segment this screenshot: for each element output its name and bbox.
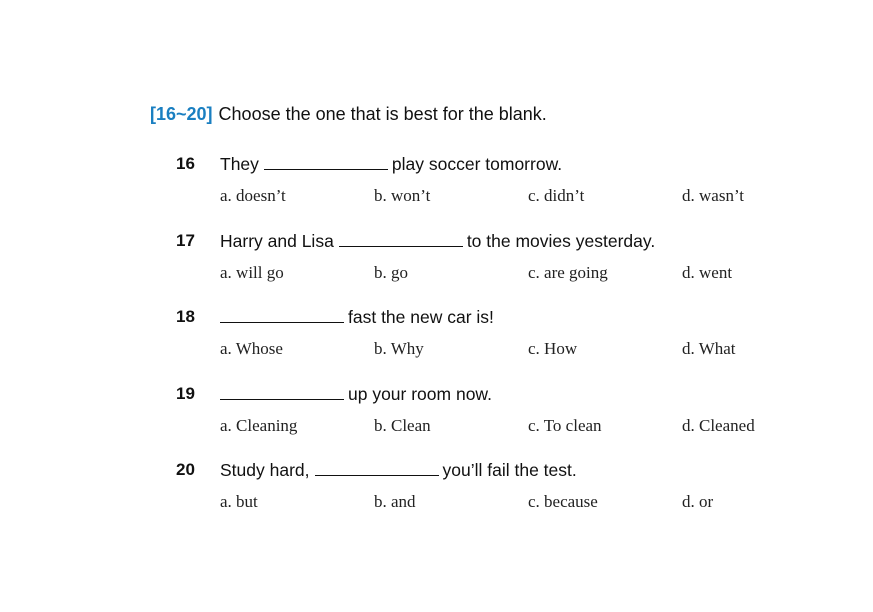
answer-blank xyxy=(220,308,344,323)
option-b: b. Clean xyxy=(374,416,431,435)
sentence-after: you’ll fail the test. xyxy=(442,460,577,480)
answer-blank xyxy=(315,461,439,476)
question-17 xyxy=(0,231,873,301)
question-sentence xyxy=(220,460,577,481)
sentence-before: Study hard, xyxy=(220,460,310,480)
question-number: 16 xyxy=(176,154,195,173)
sentence-before: Harry and Lisa xyxy=(220,231,334,251)
question-sentence xyxy=(220,307,494,328)
sentence-before: They xyxy=(220,154,259,174)
option-b: b. won’t xyxy=(374,186,431,205)
answer-blank xyxy=(339,232,463,247)
question-number: 19 xyxy=(176,384,195,403)
option-d: d. went xyxy=(682,263,733,282)
option-b: b. and xyxy=(374,492,416,511)
question-20 xyxy=(0,460,873,530)
question-sentence xyxy=(220,154,562,175)
question-number: 20 xyxy=(176,460,195,479)
option-a: a. will go xyxy=(220,263,284,282)
option-d: d. Cleaned xyxy=(682,416,755,435)
question-19 xyxy=(0,384,873,454)
answer-blank xyxy=(220,385,344,400)
option-c: c. are going xyxy=(528,263,608,282)
option-c: c. didn’t xyxy=(528,186,585,205)
answer-blank xyxy=(264,155,388,170)
option-c: c. How xyxy=(528,339,578,358)
question-sentence xyxy=(220,384,492,405)
question-sentence xyxy=(220,231,655,252)
option-d: d. wasn’t xyxy=(682,186,745,205)
sentence-after: fast the new car is! xyxy=(348,307,494,327)
option-a: a. doesn’t xyxy=(220,186,286,205)
sentence-after: play soccer tomorrow. xyxy=(391,154,563,174)
option-b: b. go xyxy=(374,263,408,282)
option-d: d. What xyxy=(682,339,736,358)
option-a: a. Whose xyxy=(220,339,283,358)
question-16 xyxy=(0,154,873,224)
option-d: d. or xyxy=(682,492,714,511)
option-a: a. Cleaning xyxy=(220,416,298,435)
sentence-after: up your room now. xyxy=(348,384,492,404)
option-c: c. because xyxy=(528,492,598,511)
section-header xyxy=(150,104,547,125)
option-a: a. but xyxy=(220,492,258,511)
question-number: 18 xyxy=(176,307,195,326)
question-range: [16~20] xyxy=(150,104,213,124)
question-18 xyxy=(0,307,873,377)
instruction-text: Choose the one that is best for the blank. xyxy=(218,104,547,124)
sentence-after: to the movies yesterday. xyxy=(466,231,656,251)
option-c: c. To clean xyxy=(528,416,602,435)
option-b: b. Why xyxy=(374,339,424,358)
question-number: 17 xyxy=(176,231,195,250)
